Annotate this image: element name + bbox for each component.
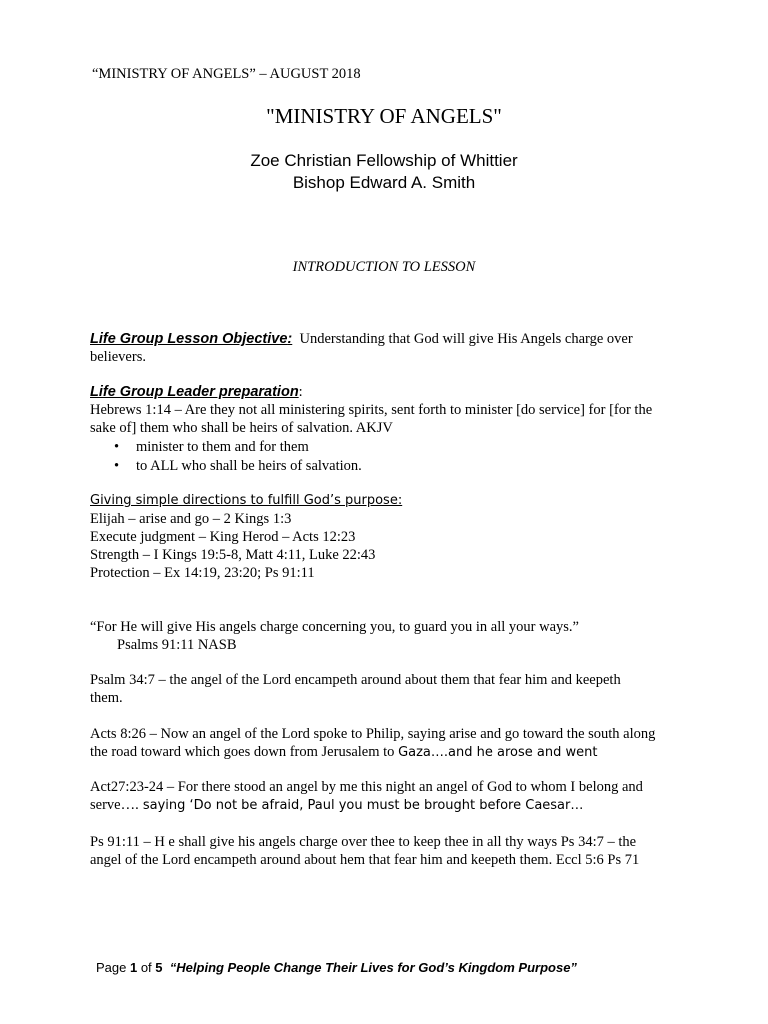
bullet-item: • minister to them and for them — [90, 438, 690, 457]
preparation-label: Life Group Leader preparation — [90, 384, 299, 400]
pastor-name: Bishop Edward A. Smith — [292, 173, 476, 192]
page-of: of — [137, 960, 156, 975]
quote-block — [90, 618, 690, 654]
acts-27-block — [90, 778, 690, 815]
directions-item: Protection – Ex 14:19, 23:20; Ps 91:11 — [90, 565, 315, 581]
psalm-34-block — [90, 671, 690, 707]
objective-colon: : — [287, 331, 293, 347]
quote-reference: Psalms 91:11 NASB — [117, 637, 237, 653]
preparation-line: Hebrews 1:14 – Are they not all ministering spirits, sent forth to minister [do service] for [for the — [90, 402, 653, 418]
preparation-block — [90, 383, 690, 476]
objective-label: Life Group Lesson Objective — [90, 331, 288, 347]
directions-item: Elijah – arise and go – 2 Kings 1:3 — [90, 511, 292, 527]
quote-text: “For He will give His angels charge concerning you, to guard you in all your ways.” — [90, 619, 579, 635]
acts-8-line1: Acts 8:26 – Now an angel of the Lord spoke to Philip, saying arise and go toward the south along — [90, 726, 656, 742]
psalm-34-line2: them. — [90, 690, 123, 706]
page-number: 1 — [129, 960, 138, 975]
document-title: "MINISTRY OF ANGELS" — [266, 104, 502, 128]
directions-block — [90, 492, 690, 582]
footer-motto: “Helping People Change Their Lives for God’s Kingdom Purpose” — [169, 960, 577, 975]
acts-27-line2b: saying ‘Do not be afraid, Paul you must be brought before Caesar… — [138, 798, 584, 813]
running-header: “MINISTRY OF ANGELS” – AUGUST 2018 — [92, 66, 361, 82]
church-name: Zoe Christian Fellowship of Whittier — [250, 151, 518, 170]
directions-item: Strength – I Kings 19:5-8, Matt 4:11, Luke 22:43 — [90, 547, 376, 563]
objective-text-line2: believers. — [90, 349, 146, 365]
preparation-colon: : — [298, 384, 303, 400]
ps-91-block — [90, 833, 690, 869]
preparation-line: sake of] them who shall be heirs of salvation. AKJV — [90, 420, 393, 436]
ps-91-line1: Ps 91:11 – H e shall give his angels charge over thee to keep thee in all thy ways Ps 34:7 – the — [90, 834, 637, 850]
directions-heading: Giving simple directions to fulfill God’s purpose: — [90, 493, 403, 508]
acts-8-block — [90, 725, 690, 762]
objective-text-line1: Understanding that God will give His Angels charge over — [299, 331, 633, 347]
bullet-item: • to ALL who shall be heirs of salvation. — [90, 457, 690, 476]
directions-item: Execute judgment – King Herod – Acts 12:23 — [90, 529, 356, 545]
acts-27-line1: Act27:23-24 – For there stood an angel by me this night an angel of God to whom I belong and — [90, 779, 643, 795]
acts-8-line2a: the road toward which goes down from Jerusalem to — [90, 744, 399, 760]
ps-91-line2: angel of the Lord encampeth around about hem that fear him and keepeth them. Eccl 5:6 Ps 71 — [90, 852, 640, 868]
page-label: Page — [96, 960, 130, 975]
page-total: 5 — [155, 960, 163, 975]
psalm-34-line1: Psalm 34:7 – the angel of the Lord encampeth around about them that fear him and keepeth — [90, 672, 621, 688]
objective-block — [90, 330, 690, 366]
preparation-bullets — [90, 438, 690, 476]
section-intro-heading: INTRODUCTION TO LESSON — [292, 259, 476, 275]
acts-8-line2b: Gaza….and he arose and went — [398, 745, 598, 760]
page-footer — [96, 960, 577, 975]
acts-27-line2a: serve…. — [90, 797, 139, 813]
